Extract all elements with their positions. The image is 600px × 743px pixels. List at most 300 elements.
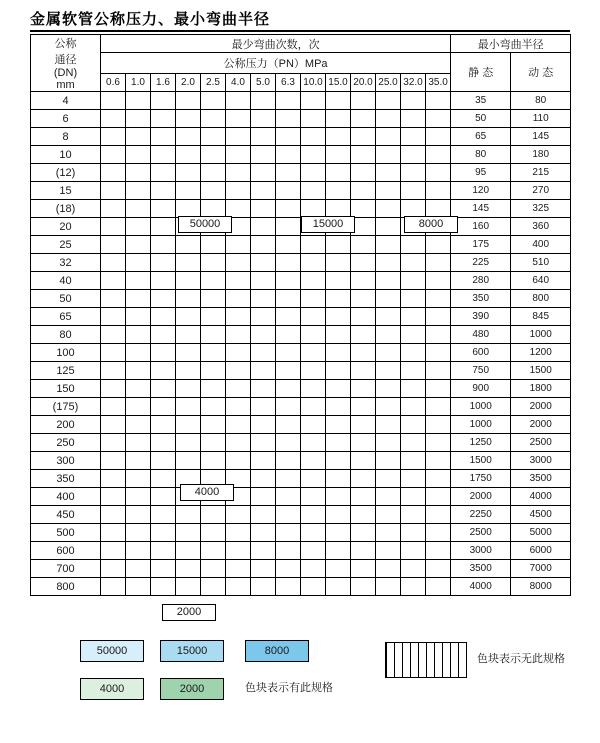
matrix-cell [101, 416, 126, 434]
matrix-cell [251, 344, 276, 362]
matrix-cell [401, 380, 426, 398]
matrix-cell [376, 344, 401, 362]
matrix-cell [276, 344, 301, 362]
matrix-cell [326, 146, 351, 164]
legend-swatch-2000: 2000 [160, 678, 224, 700]
matrix-cell [126, 272, 151, 290]
matrix-cell [151, 290, 176, 308]
matrix-cell [301, 236, 326, 254]
matrix-cell [401, 272, 426, 290]
dynamic-radius-value: 510 [511, 254, 571, 272]
table-row [31, 326, 571, 344]
matrix-cell [151, 434, 176, 452]
legend-hatch-note: 色块表示无此规格 [477, 653, 565, 665]
matrix-cell [276, 362, 301, 380]
matrix-cell [426, 92, 451, 110]
matrix-cell [101, 200, 126, 218]
matrix-cell [201, 578, 226, 596]
matrix-cell [126, 254, 151, 272]
matrix-cell [226, 236, 251, 254]
matrix-cell [151, 416, 176, 434]
matrix-cell [176, 578, 201, 596]
matrix-cell [101, 344, 126, 362]
matrix-cell [226, 380, 251, 398]
matrix-cell [276, 272, 301, 290]
pressure-col-header: 2.5 [201, 74, 226, 92]
dn-line-1: 公称 [54, 38, 77, 50]
matrix-cell [276, 128, 301, 146]
matrix-cell [326, 254, 351, 272]
matrix-cell [326, 470, 351, 488]
matrix-cell [126, 218, 151, 236]
table-row [31, 182, 571, 200]
matrix-cell [226, 524, 251, 542]
dn-value: 700 [31, 560, 101, 578]
matrix-cell [126, 182, 151, 200]
matrix-cell [426, 560, 451, 578]
matrix-cell [426, 200, 451, 218]
matrix-cell [401, 470, 426, 488]
matrix-cell [376, 200, 401, 218]
matrix-cell [326, 542, 351, 560]
dn-value: 150 [31, 380, 101, 398]
dn-value: 450 [31, 506, 101, 524]
table-row [31, 452, 571, 470]
matrix-cell [301, 416, 326, 434]
dn-line-2: 通径 [54, 54, 77, 66]
matrix-cell [401, 542, 426, 560]
matrix-cell [301, 452, 326, 470]
matrix-cell [151, 236, 176, 254]
pressure-col-header: 1.0 [126, 74, 151, 92]
matrix-cell [251, 380, 276, 398]
matrix-cell [426, 488, 451, 506]
dynamic-radius-value: 4000 [511, 488, 571, 506]
pressure-col-header: 2.0 [176, 74, 201, 92]
matrix-cell [226, 182, 251, 200]
dn-value: 65 [31, 308, 101, 326]
static-radius-value: 3500 [451, 560, 511, 578]
matrix-cell [251, 416, 276, 434]
legend-hatch-swatch [385, 642, 467, 678]
matrix-cell [226, 254, 251, 272]
matrix-cell [101, 92, 126, 110]
matrix-cell [351, 290, 376, 308]
dynamic-radius-value: 215 [511, 164, 571, 182]
matrix-cell [401, 416, 426, 434]
matrix-cell [176, 182, 201, 200]
matrix-cell [351, 182, 376, 200]
dynamic-radius-value: 360 [511, 218, 571, 236]
matrix-cell [126, 146, 151, 164]
table-header [31, 35, 571, 92]
matrix-cell [226, 128, 251, 146]
matrix-cell [326, 398, 351, 416]
matrix-cell [176, 110, 201, 128]
matrix-cell [401, 128, 426, 146]
matrix-cell [376, 488, 401, 506]
matrix-cell [151, 578, 176, 596]
table-row [31, 254, 571, 272]
dynamic-radius-value: 800 [511, 290, 571, 308]
matrix-cell [351, 542, 376, 560]
matrix-cell [326, 110, 351, 128]
dynamic-radius-value: 1000 [511, 326, 571, 344]
dn-value: 20 [31, 218, 101, 236]
table-row [31, 308, 571, 326]
matrix-cell [401, 362, 426, 380]
static-radius-value: 80 [451, 146, 511, 164]
matrix-cell [326, 452, 351, 470]
matrix-cell [101, 380, 126, 398]
dynamic-header: 动 态 [511, 53, 571, 92]
dynamic-radius-value: 8000 [511, 578, 571, 596]
header-row-2 [31, 53, 571, 74]
spec-table [30, 34, 571, 596]
matrix-cell [376, 524, 401, 542]
matrix-cell [351, 254, 376, 272]
dn-value: 32 [31, 254, 101, 272]
matrix-cell [251, 272, 276, 290]
matrix-cell [376, 92, 401, 110]
legend-color-note: 色块表示有此规格 [245, 682, 333, 694]
dn-value: 10 [31, 146, 101, 164]
matrix-cell [376, 146, 401, 164]
matrix-cell [176, 542, 201, 560]
matrix-cell [351, 146, 376, 164]
spec-table-wrapper [30, 34, 570, 618]
matrix-cell [226, 542, 251, 560]
matrix-cell [251, 110, 276, 128]
matrix-cell [276, 92, 301, 110]
static-radius-value: 175 [451, 236, 511, 254]
matrix-cell [376, 470, 401, 488]
matrix-cell [226, 362, 251, 380]
matrix-cell [376, 164, 401, 182]
matrix-cell [176, 254, 201, 272]
pressure-col-header: 32.0 [401, 74, 426, 92]
matrix-cell [401, 290, 426, 308]
matrix-cell [301, 272, 326, 290]
matrix-cell [151, 344, 176, 362]
matrix-cell [326, 290, 351, 308]
static-radius-value: 145 [451, 200, 511, 218]
matrix-cell [376, 272, 401, 290]
matrix-cell [401, 452, 426, 470]
matrix-cell [226, 398, 251, 416]
matrix-cell [151, 146, 176, 164]
matrix-cell [276, 326, 301, 344]
matrix-cell [201, 200, 226, 218]
matrix-cell [276, 218, 301, 236]
matrix-cell [326, 416, 351, 434]
table-row [31, 488, 571, 506]
matrix-cell [326, 506, 351, 524]
matrix-cell [226, 164, 251, 182]
matrix-cell [426, 470, 451, 488]
matrix-cell [401, 344, 426, 362]
matrix-cell [226, 110, 251, 128]
dn-value: 800 [31, 578, 101, 596]
matrix-cell [151, 128, 176, 146]
matrix-cell [301, 524, 326, 542]
title-rule [30, 30, 570, 32]
matrix-cell [276, 254, 301, 272]
legend-swatch-50000: 50000 [80, 640, 144, 662]
matrix-cell [126, 434, 151, 452]
dynamic-radius-value: 80 [511, 92, 571, 110]
matrix-cell [126, 128, 151, 146]
table-row [31, 128, 571, 146]
matrix-cell [126, 110, 151, 128]
matrix-cell [101, 290, 126, 308]
legend-swatch-4000: 4000 [80, 678, 144, 700]
matrix-cell [426, 524, 451, 542]
matrix-cell [276, 434, 301, 452]
matrix-cell [151, 560, 176, 578]
matrix-cell [276, 236, 301, 254]
matrix-cell [301, 200, 326, 218]
pressure-col-header: 10.0 [301, 74, 326, 92]
matrix-cell [301, 488, 326, 506]
min-radius-header: 最小弯曲半径 [451, 35, 571, 53]
matrix-cell [301, 542, 326, 560]
table-row [31, 380, 571, 398]
matrix-cell [401, 236, 426, 254]
matrix-cell [276, 182, 301, 200]
matrix-cell [251, 470, 276, 488]
matrix-cell [251, 326, 276, 344]
table-row [31, 560, 571, 578]
matrix-cell [376, 398, 401, 416]
matrix-cell [326, 488, 351, 506]
dynamic-radius-value: 2000 [511, 398, 571, 416]
matrix-cell [251, 290, 276, 308]
legend-swatch-8000: 8000 [245, 640, 309, 662]
matrix-cell [151, 254, 176, 272]
matrix-cell [301, 290, 326, 308]
table-row [31, 362, 571, 380]
matrix-cell [126, 344, 151, 362]
table-row [31, 542, 571, 560]
dynamic-radius-value: 5000 [511, 524, 571, 542]
matrix-cell [401, 200, 426, 218]
matrix-cell [176, 326, 201, 344]
bend-count-header: 最少弯曲次数，次 [101, 35, 451, 53]
dn-value: 50 [31, 290, 101, 308]
matrix-cell [301, 560, 326, 578]
matrix-cell [351, 560, 376, 578]
matrix-cell [226, 326, 251, 344]
matrix-cell [126, 308, 151, 326]
matrix-cell [401, 434, 426, 452]
overlay-label: 8000 [404, 216, 458, 233]
header-row-1 [31, 35, 571, 53]
static-radius-value: 1000 [451, 398, 511, 416]
matrix-cell [151, 200, 176, 218]
matrix-cell [251, 578, 276, 596]
matrix-cell [351, 362, 376, 380]
matrix-cell [151, 488, 176, 506]
matrix-cell [101, 560, 126, 578]
matrix-cell [401, 488, 426, 506]
matrix-cell [376, 218, 401, 236]
matrix-cell [201, 398, 226, 416]
matrix-cell [326, 200, 351, 218]
matrix-cell [276, 578, 301, 596]
pressure-col-header: 6.3 [276, 74, 301, 92]
matrix-cell [351, 308, 376, 326]
matrix-cell [151, 272, 176, 290]
matrix-cell [201, 164, 226, 182]
matrix-cell [376, 182, 401, 200]
matrix-cell [401, 398, 426, 416]
dn-header-cell [31, 35, 101, 92]
dn-value: 25 [31, 236, 101, 254]
matrix-cell [376, 290, 401, 308]
matrix-cell [126, 416, 151, 434]
matrix-cell [426, 362, 451, 380]
matrix-cell [326, 344, 351, 362]
matrix-cell [426, 506, 451, 524]
pressure-col-header: 5.0 [251, 74, 276, 92]
matrix-cell [226, 200, 251, 218]
matrix-cell [401, 578, 426, 596]
matrix-cell [126, 452, 151, 470]
matrix-cell [251, 488, 276, 506]
table-row [31, 272, 571, 290]
matrix-cell [326, 578, 351, 596]
static-radius-value: 1500 [451, 452, 511, 470]
matrix-cell [251, 164, 276, 182]
matrix-cell [426, 272, 451, 290]
dn-line-4: mm [56, 79, 75, 91]
matrix-cell [276, 146, 301, 164]
table-row [31, 434, 571, 452]
matrix-cell [151, 524, 176, 542]
matrix-cell [176, 200, 201, 218]
matrix-cell [176, 560, 201, 578]
dynamic-radius-value: 1200 [511, 344, 571, 362]
matrix-cell [151, 542, 176, 560]
matrix-cell [176, 146, 201, 164]
matrix-cell [301, 164, 326, 182]
matrix-cell [326, 92, 351, 110]
matrix-cell [376, 128, 401, 146]
matrix-cell [251, 92, 276, 110]
matrix-cell [151, 470, 176, 488]
dn-value: 100 [31, 344, 101, 362]
matrix-cell [101, 326, 126, 344]
matrix-cell [201, 416, 226, 434]
matrix-cell [301, 506, 326, 524]
matrix-cell [176, 290, 201, 308]
static-radius-value: 4000 [451, 578, 511, 596]
matrix-cell [426, 182, 451, 200]
matrix-cell [276, 452, 301, 470]
matrix-cell [276, 524, 301, 542]
static-radius-value: 2500 [451, 524, 511, 542]
matrix-cell [426, 128, 451, 146]
dynamic-radius-value: 180 [511, 146, 571, 164]
matrix-cell [176, 362, 201, 380]
dynamic-radius-value: 6000 [511, 542, 571, 560]
matrix-cell [126, 362, 151, 380]
matrix-cell [426, 110, 451, 128]
matrix-cell [101, 128, 126, 146]
dn-value: 80 [31, 326, 101, 344]
table-row [31, 398, 571, 416]
dynamic-radius-value: 4500 [511, 506, 571, 524]
matrix-cell [151, 182, 176, 200]
matrix-cell [301, 434, 326, 452]
matrix-cell [176, 452, 201, 470]
static-radius-value: 1250 [451, 434, 511, 452]
matrix-cell [101, 110, 126, 128]
matrix-cell [201, 182, 226, 200]
matrix-cell [376, 416, 401, 434]
matrix-cell [201, 290, 226, 308]
matrix-cell [126, 164, 151, 182]
matrix-cell [326, 524, 351, 542]
matrix-cell [276, 560, 301, 578]
static-radius-value: 390 [451, 308, 511, 326]
matrix-cell [351, 452, 376, 470]
dn-value: 500 [31, 524, 101, 542]
static-radius-value: 1000 [451, 416, 511, 434]
matrix-cell [301, 362, 326, 380]
matrix-cell [101, 182, 126, 200]
matrix-cell [226, 578, 251, 596]
matrix-cell [351, 380, 376, 398]
legend-swatch-15000: 15000 [160, 640, 224, 662]
static-radius-value: 35 [451, 92, 511, 110]
dynamic-radius-value: 3000 [511, 452, 571, 470]
matrix-cell [301, 146, 326, 164]
matrix-cell [401, 164, 426, 182]
matrix-cell [176, 92, 201, 110]
matrix-cell [351, 524, 376, 542]
matrix-cell [426, 434, 451, 452]
matrix-cell [276, 164, 301, 182]
matrix-cell [126, 380, 151, 398]
matrix-cell [126, 488, 151, 506]
dn-value: 125 [31, 362, 101, 380]
matrix-cell [226, 146, 251, 164]
matrix-cell [351, 488, 376, 506]
matrix-cell [401, 506, 426, 524]
matrix-cell [101, 452, 126, 470]
matrix-cell [376, 362, 401, 380]
matrix-cell [151, 506, 176, 524]
matrix-cell [201, 506, 226, 524]
matrix-cell [226, 344, 251, 362]
matrix-cell [201, 254, 226, 272]
matrix-cell [201, 110, 226, 128]
matrix-cell [401, 146, 426, 164]
matrix-cell [326, 128, 351, 146]
pressure-col-header: 4.0 [226, 74, 251, 92]
matrix-cell [426, 344, 451, 362]
matrix-cell [351, 236, 376, 254]
matrix-cell [101, 146, 126, 164]
overlay-label: 4000 [180, 484, 234, 501]
matrix-cell [201, 272, 226, 290]
matrix-cell [126, 290, 151, 308]
dn-value: 350 [31, 470, 101, 488]
dynamic-radius-value: 3500 [511, 470, 571, 488]
matrix-cell [251, 146, 276, 164]
